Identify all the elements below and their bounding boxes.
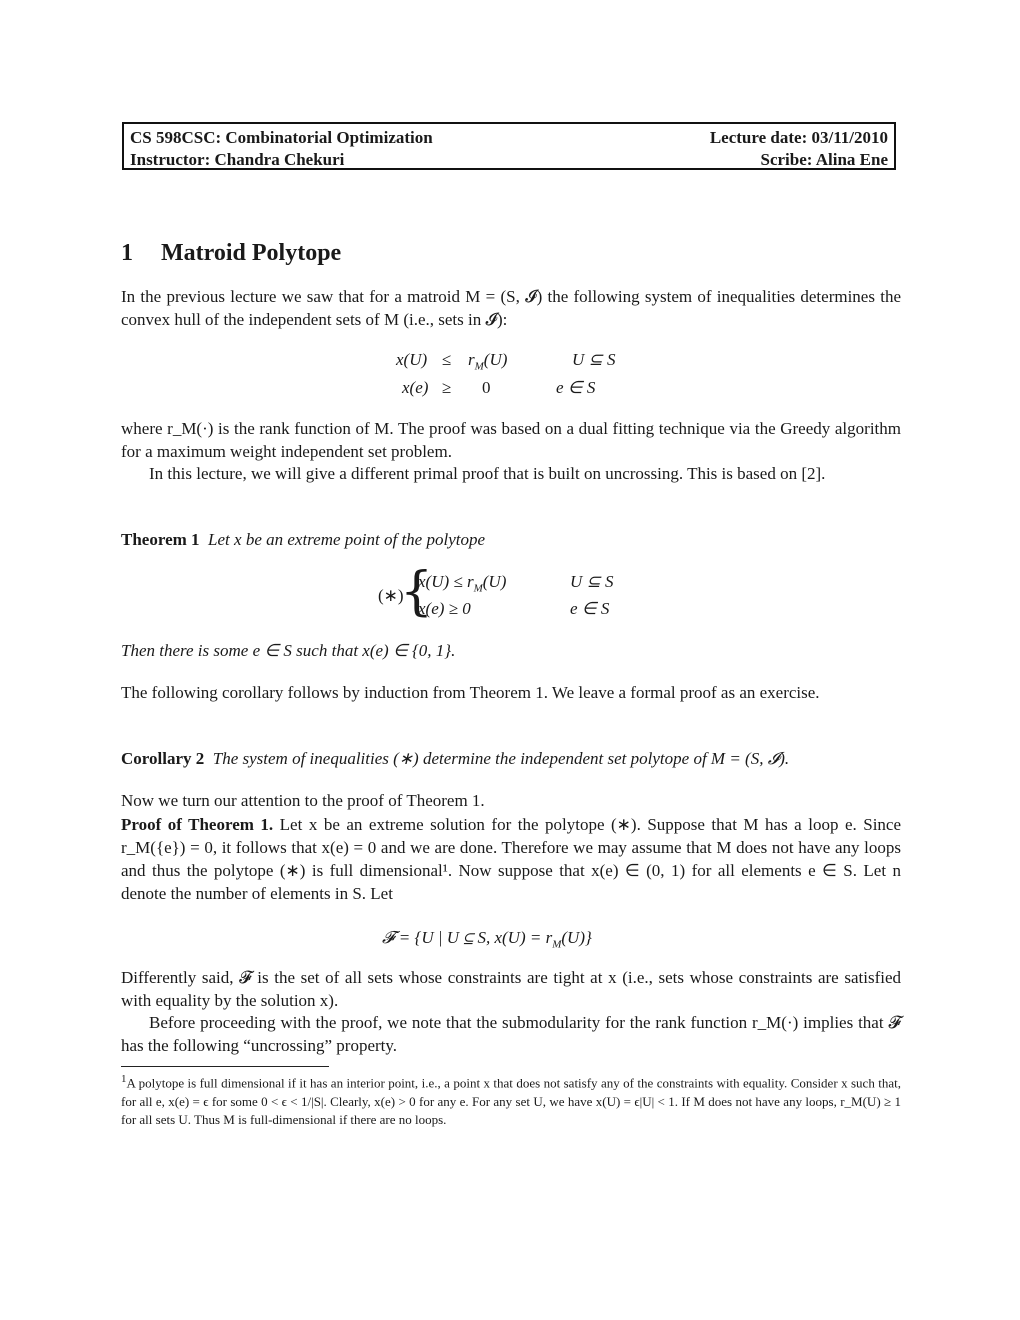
eq1-row2	[402, 378, 596, 398]
eq1-row1	[396, 350, 616, 373]
theorem-row2-cond: e ∈ S	[570, 599, 610, 618]
uncrossing-paragraph: In this lecture, we will give a different primal proof that is built on uncrossing. This is based on [2].	[149, 464, 826, 483]
course-title: CS 598CSC: Combinatorial Optimization	[130, 128, 433, 147]
corollary-label: Corollary 2	[121, 749, 205, 768]
proof-body: Let x be an extreme solution for the polytope (∗). Suppose that M has a loop e. Since r_M({e}) = 0, it follows that x(e) = 0 and we are done. Therefore we may assume that M does not have any loops and thus the polytope (∗) is full dimensional¹. Now suppose that x(e) ∈ (0, 1) for all elements e ∈ S. Let n denote the number of elements in S. Let	[121, 815, 902, 903]
eq1-lhs2: x(e)	[402, 378, 429, 397]
footnote	[121, 1070, 901, 1130]
footnote-mark: 1	[121, 1073, 127, 1085]
theorem-row1-lhs: x(U) ≤ r	[418, 572, 474, 591]
lecture-date: Lecture date: 03/11/2010	[709, 128, 888, 147]
footnote-rule	[121, 1066, 329, 1067]
theorem-row2-lhs: x(e) ≥ 0	[418, 599, 471, 618]
eq1-op1: ≤	[442, 350, 452, 369]
family-eq-lhs: 𝓕 = {U | U ⊆ S, x(U) = r	[382, 928, 553, 947]
section-number: 1	[121, 240, 133, 266]
submodularity-paragraph: Before proceeding with the proof, we note that the submodularity for the rank function r_M(·) implies that 𝓕 has the following “uncrossing” property.	[121, 1013, 901, 1055]
theorem-conclusion: Then there is some e ∈ S such that x(e) ∈ {0, 1}.	[121, 641, 456, 660]
theorem-row1	[418, 572, 614, 595]
theorem-row2	[418, 599, 610, 619]
theorem-row1-cond: U ⊆ S	[570, 572, 614, 591]
eq1-cond2: e ∈ S	[556, 378, 596, 397]
theorem-rank-sub: M	[473, 582, 483, 595]
eq1-rank-arg: (U)	[483, 350, 508, 369]
eq1-rank: r	[468, 350, 475, 369]
theorem-statement: Let x be an extreme point of the polytope	[208, 530, 486, 549]
theorem-row1-arg: (U)	[482, 572, 507, 591]
footnote-text: A polytope is full dimensional if it has an interior point, i.e., a point x that does not satisfy any of the constraints with equality. Consider x such that, for all e, x(e) = ϵ for some 0 < ϵ < 1/|S|. Clearly, x(e) > 0 for any e. For any set U, we have x(U) = ϵ|U| < 1. If M does not have any loops, r_M(U) ≥ 1 for all sets U. Thus M is full-dimensional if there are no loops.	[121, 1075, 901, 1128]
eq1-lhs1: x(U)	[396, 350, 428, 369]
theorem-1	[121, 529, 901, 552]
family-eq-sub: M	[552, 938, 562, 951]
scribe: Scribe: Alina Ene	[760, 150, 888, 169]
family-equation	[382, 928, 592, 950]
corollary-statement: The system of inequalities (∗) determine the independent set polytope of M = (S, 𝓘).	[212, 749, 790, 768]
family-eq-end: (U)}	[561, 928, 592, 947]
eq1-op2: ≥	[442, 378, 452, 397]
instructor: Instructor: Chandra Chekuri	[130, 150, 345, 169]
corollary-intro: The following corollary follows by induction from Theorem 1. We leave a formal proof as an exercise.	[121, 683, 820, 702]
eq1-rank-sub: M	[474, 360, 484, 373]
lecture-header-box	[122, 122, 896, 170]
proof-paragraph	[121, 813, 901, 905]
section-title: Matroid Polytope	[161, 240, 342, 266]
proof-lead: Now we turn our attention to the proof of Theorem 1.	[121, 791, 485, 810]
theorem-label: Theorem 1	[121, 530, 200, 549]
family-paragraph: Differently said, 𝓕 is the set of all sets whose constraints are tight at x (i.e., sets whose constraints are satisfied with equality by the solution x).	[121, 968, 901, 1010]
rank-paragraph: where r_M(·) is the rank function of M. The proof was based on a dual fitting technique via the Greedy algorithm for a maximum weight independent set problem.	[121, 419, 901, 461]
intro-paragraph: In the previous lecture we saw that for a matroid M = (S, 𝓘) the following system of inequalities determines the convex hull of the independent sets of M (i.e., sets in 𝓘):	[121, 287, 901, 329]
corollary-2	[121, 748, 901, 771]
proof-label: Proof of Theorem 1.	[121, 815, 274, 834]
theorem-star-label: (∗)	[378, 586, 404, 605]
section-heading	[121, 240, 341, 267]
left-brace-icon: {	[400, 562, 434, 622]
eq1-zero: 0	[482, 378, 491, 397]
eq1-cond1: U ⊆ S	[572, 350, 616, 369]
